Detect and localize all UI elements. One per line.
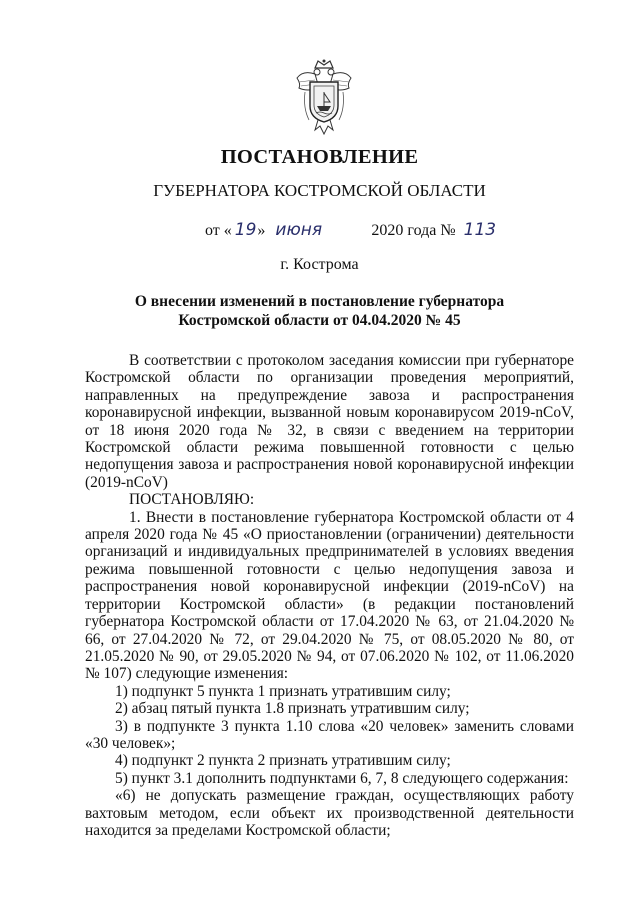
list-item: 4) подпункт 2 пункта 2 признать утратившим силу;	[115, 752, 451, 770]
list-item: 3) в подпункте 3 пункта 1.10 слова «20 человек» заменить словами «30 человек»;	[85, 717, 574, 752]
list-item: 1) подпункт 5 пункта 1 признать утратившим силу;	[115, 682, 451, 700]
document-number-handwritten: 113	[463, 220, 497, 240]
list-item: «6) не допускать размещение граждан, осуществляющих работу вахтовым методом, если объект их производственной деятельности находится за пределами Костромской области;	[85, 787, 574, 839]
resolve-statement: ПОСТАНОВЛЯЮ:	[129, 491, 255, 509]
date-prefix: от «	[205, 222, 232, 239]
preamble-paragraph: В соответствии с протоколом заседания комиссии при губернаторе Костромской области по организации проведения мероприятий, направленных на предупреждение завоза и распространения коронавирусной инфекции, вызванной новым коронавирусом 2019-nCoV, от 18 июня 2020 года № 32, в связи с введением на территории Костромской области режима повышенной готовности с целью недопущения завоза и распространения новой коронавирусной инфекции (2019-nCoV)	[85, 352, 574, 491]
heading-line-2: Костромской области от 04.04.2020 № 45	[178, 312, 461, 329]
heading-line-1: О внесении изменений в постановление губернатора	[134, 293, 505, 310]
document-issuer: ГУБЕРНАТОРА КОСТРОМСКОЙ ОБЛАСТИ	[153, 181, 486, 200]
document-title: ПОСТАНОВЛЕНИЕ	[220, 146, 419, 168]
date-month-handwritten: июня	[275, 220, 323, 240]
document-body	[85, 352, 574, 839]
clause-1-paragraph: 1. Внести в постановление губернатора Костромской области от 4 апреля 2020 года № 45 «О приостановлении (ограничении) деятельности организаций и индивидуальных предпринимателей в условиях введения режима повышенной готовности с целью недопущения завоза и распространения новой коронавирусной инфекции (2019-nCoV) на территории Костромской области» (в редакции постановлений губернатора Костромской области от 17.04.2020 № 63, от 21.04.2020 № 66, от 27.04.2020 № 72, от 29.04.2020 № 75, от 08.05.2020 № 80, от 21.05.2020 № 90, от 29.05.2020 № 94, от 07.06.2020 № 102, от 11.06.2020 № 107) следующие изменения:	[85, 508, 574, 683]
list-item: 2) абзац пятый пункта 1.8 признать утратившим силу;	[115, 700, 470, 718]
date-line	[205, 220, 525, 240]
date-year: 2020 года №	[371, 222, 456, 239]
date-day-handwritten: 19	[234, 220, 257, 240]
list-item: 5) пункт 3.1 дополнить подпунктами 6, 7, 8 следующего содержания:	[115, 769, 569, 787]
coat-of-arms-icon	[293, 58, 355, 138]
city-name: г. Кострома	[280, 256, 359, 273]
document-heading	[0, 292, 639, 330]
date-mid: »	[257, 222, 266, 239]
